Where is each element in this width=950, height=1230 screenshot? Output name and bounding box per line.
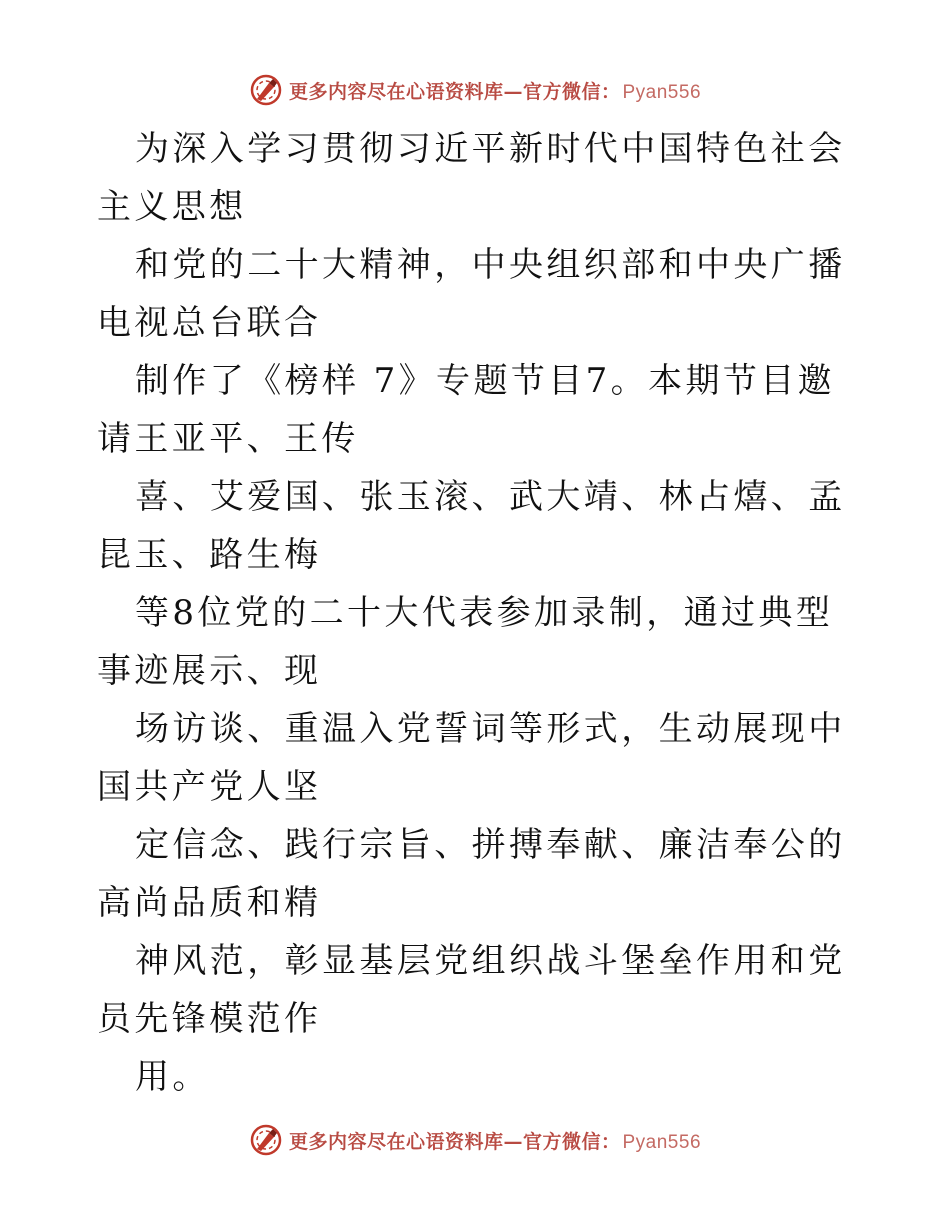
paragraph-1: 为深入学习贯彻习近平新时代中国特色社会主义思想 bbox=[97, 129, 846, 227]
paragraph-5: 等8位党的二十大代表参加录制，通过典型事迹展示、现 bbox=[97, 593, 834, 691]
paragraph-2: 和党的二十大精神，中央组织部和中央广播电视总台联合 bbox=[97, 245, 846, 343]
paragraph-9: 用。 bbox=[135, 1057, 210, 1097]
watermark-text bbox=[289, 77, 701, 104]
watermark-text bbox=[289, 1127, 701, 1154]
paragraph-6: 场访谈、重温入党誓词等形式，生动展现中国共产党人坚 bbox=[97, 709, 846, 807]
header-watermark bbox=[0, 70, 950, 110]
paragraph-7: 定信念、践行宗旨、拼搏奉献、廉洁奉公的高尚品质和精 bbox=[97, 825, 846, 923]
watermark-label: 更多内容尽在心语资料库—官方微信： bbox=[288, 80, 621, 103]
watermark-label: 更多内容尽在心语资料库—官方微信： bbox=[288, 1130, 621, 1153]
pen-nib-logo-icon bbox=[249, 73, 283, 107]
paragraph-4: 喜、艾爱国、张玉滚、武大靖、林占熺、孟昆玉、路生梅 bbox=[97, 477, 846, 575]
document-body bbox=[97, 120, 857, 1106]
paragraph-3: 制作了《榜样 7》专题节目7。本期节目邀请王亚平、王传 bbox=[97, 361, 836, 459]
pen-nib-logo-icon bbox=[249, 1123, 283, 1157]
watermark-handle: Pyan556 bbox=[622, 81, 702, 103]
paragraph-8: 神风范，彰显基层党组织战斗堡垒作用和党员先锋模范作 bbox=[97, 941, 846, 1039]
watermark-handle: Pyan556 bbox=[622, 1131, 702, 1153]
footer-watermark bbox=[0, 1120, 950, 1160]
